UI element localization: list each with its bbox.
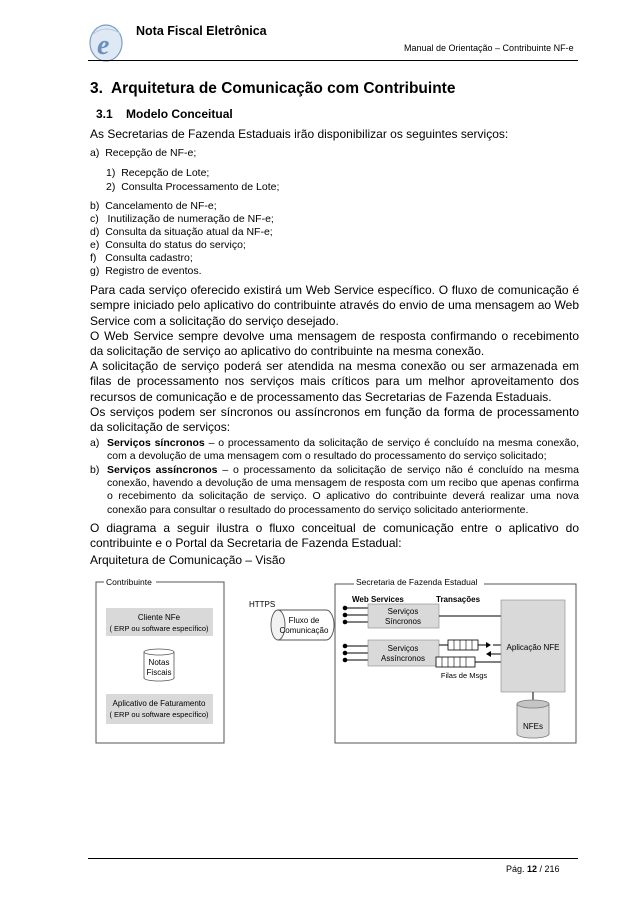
list-text: Recepção de Lote;: [121, 167, 210, 179]
cliente-nfe-sub: ( ERP ou software específico): [109, 624, 209, 633]
page-current: 12: [527, 864, 538, 874]
async-ports-icon: [343, 644, 368, 663]
architecture-diagram: [88, 572, 580, 750]
cliente-nfe-title: Cliente NFe: [137, 613, 181, 622]
async-label-2: Assíncronos: [380, 654, 426, 663]
mode-text: – o processamento da solicitação de serviço é concluído na mesma conexão, com a devolução de uma mensagem com o resultado do processamento do serviço solicitado;: [107, 437, 579, 463]
page-sep: /: [537, 864, 545, 874]
list-marker: 2): [106, 181, 116, 193]
list-text: Consulta cadastro;: [105, 252, 193, 264]
mode-async: [90, 464, 579, 517]
message-queue-icon: [436, 640, 501, 667]
subsection-number: 3.1: [96, 107, 113, 121]
list-text: Registro de eventos.: [105, 265, 202, 277]
list-item: [106, 167, 209, 180]
sync-label-1: Serviços: [387, 607, 419, 616]
paragraph-queue: A solicitação de serviço poderá ser atendida na mesma conexão ou ser armazenada em filas de processamento nos serviços mais críticos para um melhor aproveitamento dos recursos de comunicação e de processamento das Secretarias de Fazenda Estaduais.: [90, 359, 579, 404]
fluxo-label-2: Comunicação: [279, 626, 329, 635]
faturamento-sub: ( ERP ou software específico): [109, 710, 209, 719]
list-item: [90, 200, 217, 213]
list-marker: d): [90, 226, 100, 238]
list-marker: a): [90, 437, 100, 449]
list-item: [90, 239, 246, 252]
nfes-label: NFEs: [523, 722, 543, 731]
list-text: Cancelamento de NF-e;: [105, 200, 217, 212]
filas-label: Filas de Msgs: [440, 671, 488, 680]
list-marker: c): [90, 213, 99, 225]
doc-title: Nota Fiscal Eletrônica: [136, 24, 267, 38]
section-title: [90, 80, 455, 98]
footer-rule: [88, 858, 578, 859]
header-rule: [88, 60, 578, 61]
list-text: Consulta da situação atual da NF-e;: [105, 226, 273, 238]
fluxo-label-1: Fluxo de: [288, 616, 320, 625]
async-label-1: Serviços: [387, 644, 419, 653]
list-marker: b): [90, 464, 100, 476]
mode-sync: [90, 437, 579, 463]
nfes-db-icon: [517, 700, 549, 738]
list-item: [106, 181, 279, 194]
list-item: [90, 147, 196, 160]
list-marker: g): [90, 265, 100, 277]
notas-label-2: Fiscais: [146, 668, 172, 677]
contribuinte-label: Contribuinte: [106, 577, 152, 587]
list-marker: e): [90, 239, 100, 251]
manual-title: Manual de Orientação – Contribuinte NF-e: [404, 43, 574, 53]
page-number: [506, 864, 560, 874]
mode-term: Serviços síncronos: [107, 437, 205, 449]
https-label: HTTPS: [249, 600, 276, 609]
paragraph-webservice: Para cada serviço oferecido existirá um Web Service específico. O fluxo de comunicação é sempre iniciado pelo aplicativo do contribuinte através do envio de uma mensagem ao Web Service com a solicitação do serviço desejado.: [90, 283, 579, 328]
section-title-text: Arquitetura de Comunicação com Contribuinte: [110, 80, 456, 97]
diagram-caption: Arquitetura de Comunicação – Visão: [90, 553, 286, 567]
web-services-label: Web Services: [352, 595, 404, 604]
sync-ports-icon: [343, 606, 368, 625]
subsection-title: [96, 107, 233, 121]
list-text: Recepção de NF-e;: [105, 147, 197, 159]
intro-paragraph: As Secretarias de Fazenda Estaduais irão disponibilizar os seguintes serviços:: [90, 127, 509, 141]
section-number: 3.: [90, 80, 103, 97]
list-marker: a): [90, 147, 100, 159]
list-marker: b): [90, 200, 100, 212]
paragraph-sync-async: Os serviços podem ser síncronos ou assíncronos em função da forma de processamento da solicitação de serviços:: [90, 405, 579, 435]
app-nfe-label: Aplicação NFE: [506, 643, 560, 652]
sync-label-2: Síncronos: [384, 617, 422, 626]
list-item: [90, 252, 193, 265]
list-item: [90, 265, 202, 278]
notas-label-1: Notas: [148, 658, 170, 667]
list-marker: 1): [106, 167, 116, 179]
paragraph-response: O Web Service sempre devolve uma mensagem de resposta confirmando o recebimento da solicitação de serviço ao aplicativo do contribuinte na mesma conexão.: [90, 329, 579, 359]
svg-text:e: e: [97, 30, 110, 61]
mode-text: – o processamento da solicitação de serviço não é concluído na mesma conexão, havendo a devolução de uma mensagem de resposta com um recibo que apenas confirma o recebimento da solicitação de serviço. O aplicativo do contribuinte deverá realizar uma nova conexão para consultar o resultado do processamento do serviço solicitado anteriormente.: [107, 464, 579, 516]
list-text: Consulta Processamento de Lote;: [121, 181, 280, 193]
faturamento-title: Aplicativo de Faturamento: [112, 699, 206, 708]
list-item: [90, 213, 274, 226]
list-text: Consulta do status do serviço;: [105, 239, 246, 251]
page-total: 216: [544, 864, 560, 874]
list-text: Inutilização de numeração de NF-e;: [107, 213, 274, 225]
subsection-title-text: Modelo Conceitual: [126, 107, 233, 121]
nfe-logo-icon: [88, 22, 126, 64]
page-prefix: Pág.: [506, 864, 528, 874]
sefaz-label: Secretaria de Fazenda Estadual: [356, 577, 478, 587]
list-item: [90, 226, 273, 239]
mode-term: Serviços assíncronos: [107, 464, 218, 476]
paragraph-diagram-intro: O diagrama a seguir ilustra o fluxo conceitual de comunicação entre o aplicativo do contribuinte e o Portal da Secretaria de Fazenda Estadual:: [90, 521, 579, 551]
transacoes-label: Transações: [436, 595, 481, 604]
list-marker: f): [90, 252, 97, 264]
fluxo-pipe-icon: [271, 610, 334, 640]
